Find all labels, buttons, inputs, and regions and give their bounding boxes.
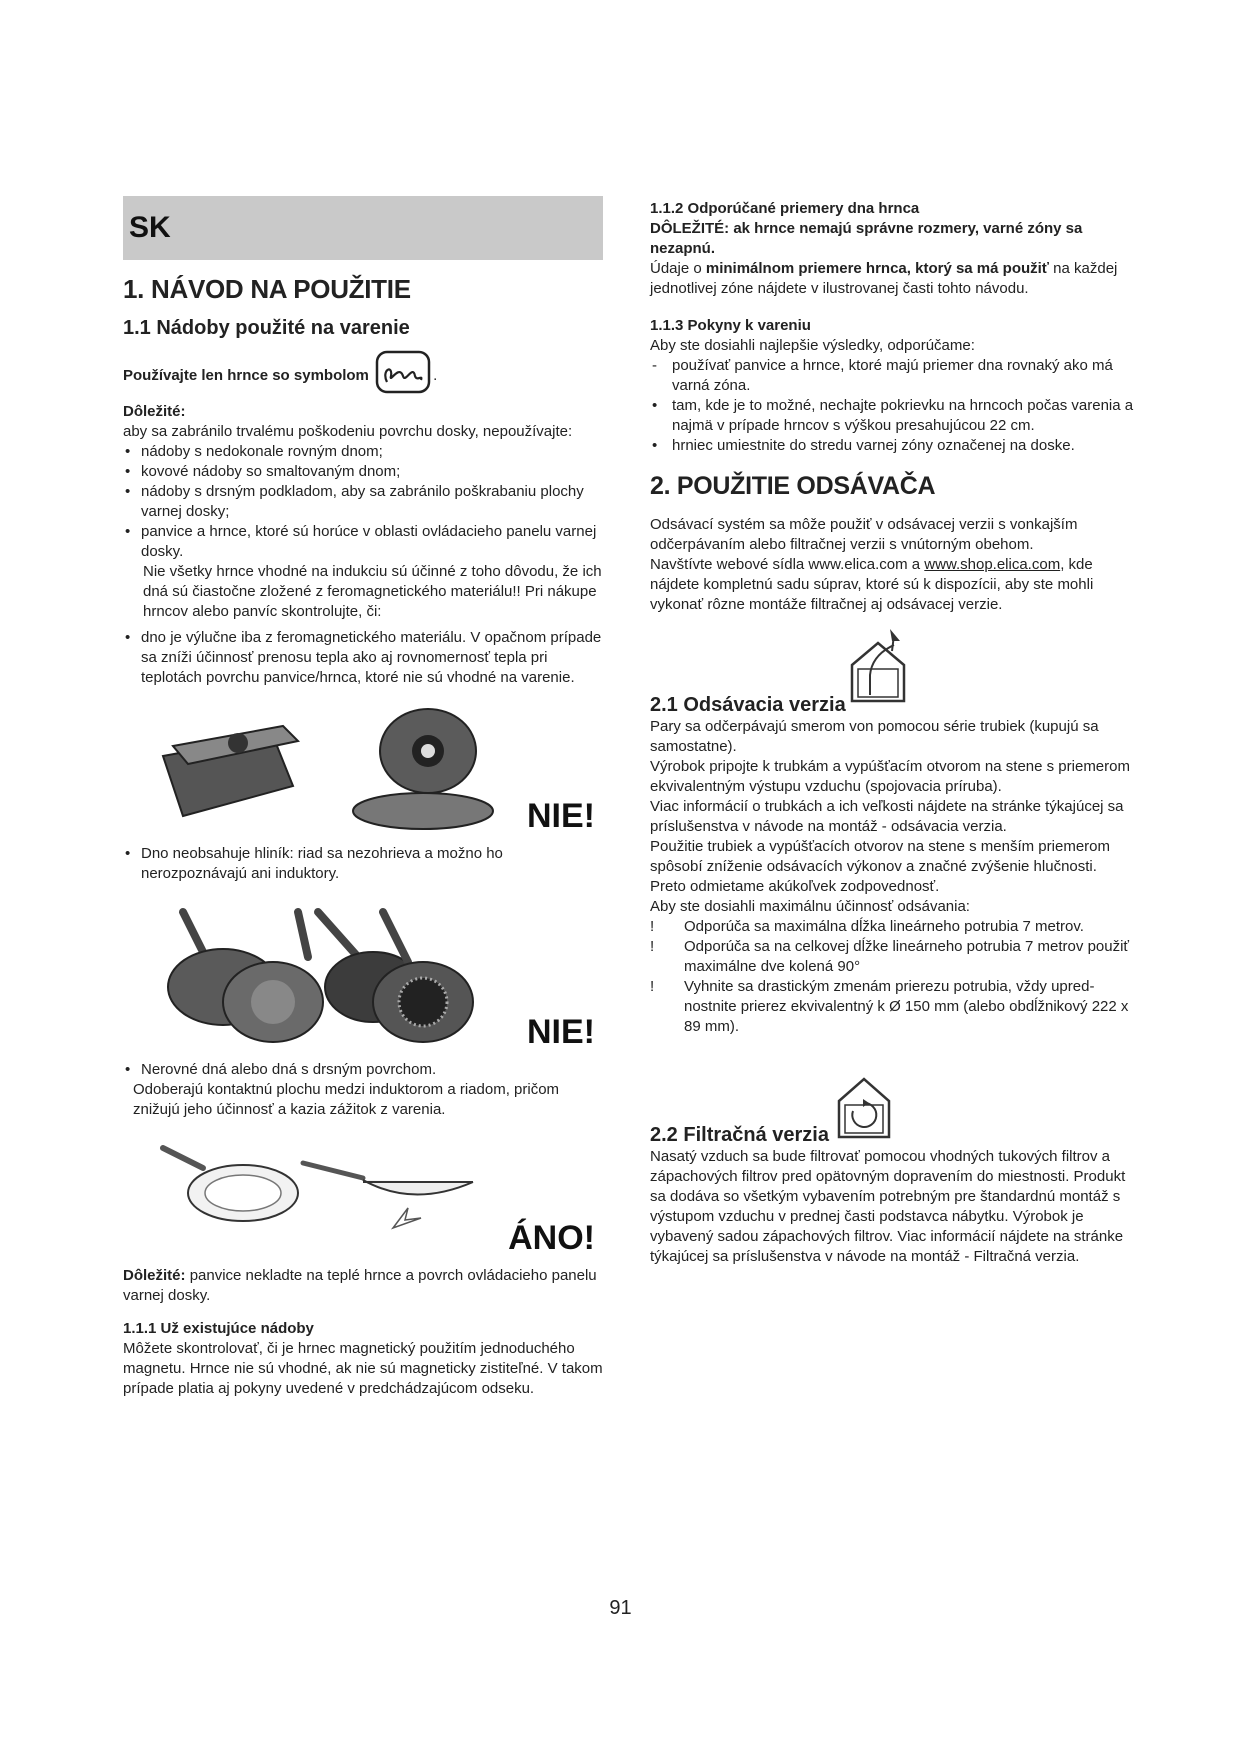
shop-link[interactable]: www.shop.elica.com [924, 556, 1061, 573]
grill-pan-illustration [123, 706, 523, 836]
verdict-no: NIE! [527, 797, 595, 835]
filter-heading-block [650, 1067, 1140, 1147]
hood-text-2: Navštívte webové sídla www.elica.com a www.shop.elica.com, kde nájdete kompletnú sadu súprav, ktoré sú k dispozícii, aby ste mohli vykonať rôzne montáže filtračnej aj odsávacej verzie. [650, 556, 1094, 613]
subsection-title-cookware: 1.1 Nádoby použité na varenie [123, 317, 410, 339]
list-item: • hrniec umiestnite do stredu varnej zóny označenej na doske. [650, 436, 1140, 456]
language-code: SK [129, 211, 171, 244]
use-only-line: Používajte len hrnce so symbolom . [123, 350, 603, 402]
verdict-no: NIE! [527, 1013, 595, 1051]
important-note-2: Dôležité: panvice nekladte na teplé hrnce a povrch ovládacieho panelu varnej dosky. [123, 1267, 597, 1304]
page-number: 91 [609, 1597, 632, 1619]
figure-grill-paella [123, 706, 603, 836]
language-header [123, 196, 603, 260]
list-item: • panvice a hrnce, ktoré sú horúce v oblasti ovládacieho panelu varnej dosky. [123, 522, 603, 562]
induction-note: Nie všetky hrnce vhodné na indukciu sú účinné z toho dôvodu, že ich dná sú čiastočne zložené z feromagnetického materiálu!! Pri nákupe hrncov alebo panvíc skontrolujte, či: [143, 563, 602, 620]
section-title-usage: 1. NÁVOD NA POUŽITIE [123, 274, 411, 304]
ducted-text-4: Použitie trubiek a vypúšťacích otvorov na stene s menším priemerom spôsobí zníženie odsávacích výkonov a značné zvýšenie hlučnosti. [650, 838, 1110, 875]
subsection-title-filter: 2.2 Filtračná verzia [650, 1124, 829, 1146]
avoid-intro: aby sa zabránilo trvalému poškodeniu povrchu dosky, nepoužívajte: [123, 423, 573, 440]
important-label: Dôležité: [123, 403, 186, 420]
filter-text: Nasatý vzduch sa bude filtrovať pomocou vhodných tukových filtrov a zápachových filtrov pred opätovným dopravením do miestnosti. Produkt sa dodáva so všetkým vybavením potrebným pre štandardnú montáž s výstupom vzduchu v prednej časti podstavca nábytku. Výrobok je vybavený sadou zápachových filtrov. Viac informácií nájdete na stránke týkajúcej sa príslušenstva v návode na montáž - Filtračná verzia. [650, 1148, 1126, 1265]
cooking-intro: Aby ste dosiahli najlepšie výsledky, odporúčame: [650, 337, 975, 354]
ducted-house-icon [848, 625, 914, 705]
list-item: ! Odporúča sa maximálna dĺžka lineárneho potrubia 7 metrov. [650, 917, 1140, 937]
induction-coil-icon [373, 350, 433, 402]
list-item: • kovové nádoby so smaltovaným dnom; [123, 462, 603, 482]
subsection-title-diameters: 1.1.2 Odporúčané priemery dna hrnca [650, 200, 920, 217]
list-item: ! Odporúča sa na celkovej dĺžke lineárneho potrubia 7 metrov použiť maximálne dve kolená 90° [650, 937, 1140, 977]
subsection-title-existing: 1.1.1 Už existujúce nádoby [123, 1320, 314, 1337]
ducted-text-6: Aby ste dosiahli maximálnu účinnosť odsávania: [650, 898, 970, 915]
right-column [650, 196, 1140, 1267]
subsection-title-cooking: 1.1.3 Pokyny k vareniu [650, 317, 811, 334]
diameters-important: DÔLEŽITÉ: ak hrnce nemajú správne rozmery, varné zóny sa nezapnú. [650, 220, 1083, 257]
ducted-text-2: Výrobok pripojte k trubkám a vypúšťacím otvorom na stene s priemerom ekvivalentným výstupu vzduchu (spojovacia príruba). [650, 758, 1130, 795]
list-item: • nádoby s nedokonale rovným dnom; [123, 442, 603, 462]
subsection-title-ducted: 2.1 Odsávacia verzia [650, 694, 846, 716]
ducted-text-5: Preto odmietame akúkoľvek zodpovednosť. [650, 878, 940, 895]
figure-pans-no [123, 902, 603, 1052]
uneven-note: Odoberajú kontaktnú plochu medzi induktorom a riadom, pričom znižujú jeho účinnosť a kazia zážitok z varenia. [133, 1081, 560, 1118]
ducted-text-3: Viac informácií o trubkách a ich veľkosti nájdete na stránke týkajúcej sa príslušenstva v návode na montáž - odsávacia verzia. [650, 798, 1124, 835]
recirculation-house-icon [835, 1075, 893, 1141]
list-item: • nádoby s drsným podkladom, aby sa zabránilo poškrabaniu plochy varnej dosky; [123, 482, 603, 522]
ducted-text-1: Pary sa odčerpávajú smerom von pomocou série trubiek (kupujú sa samostatne). [650, 718, 1099, 755]
hood-text-1: Odsávací systém sa môže použiť v odsávacej verzii s vonkajším odčerpávaním alebo filtračnej verzii s vnútorným obehom. [650, 516, 1078, 553]
list-item: ! Vyhnite sa drastickým zmenám prierezu potrubia, vždy uprednostnite prierez ekvivalentný k Ø 150 mm (alebo obdĺžnikový 222 x 89 mm). [650, 977, 1140, 1037]
pans-illustration [123, 902, 523, 1052]
diameters-text: Údaje o minimálnom priemere hrnca, ktorý sa má použiť na každej jednotlivej zóne nájdete v ilustrovanej časti tohto návodu. [650, 260, 1118, 297]
verdict-yes: ÁNO! [508, 1219, 595, 1257]
section-title-hood: 2. POUŽITIE ODSÁVAČA [650, 472, 936, 500]
list-item: - používať panvice a hrnce, ktoré majú priemer dna rovnaký ako má varná zóna. [650, 356, 1140, 396]
existing-text: Môžete skontrolovať, či je hrnec magnetický použitím jednoduchého magnetu. Hrnce nie sú vhodné, ak nie sú magneticky zistiteľné. V takom prípade platia aj pokyny uvedené v predchádzajúcom odseku. [123, 1340, 603, 1397]
figure-pans-yes [123, 1138, 603, 1258]
flat-pans-illustration [123, 1138, 523, 1258]
left-column [123, 196, 603, 1399]
list-item: • tam, kde je to možné, nechajte pokrievku na hrncoch počas varenia a najmä v prípade hrncov s výškou presahujúcou 22 cm. [650, 396, 1140, 436]
list-item: • dno je výlučne iba z feromagnetického materiálu. V opačnom prípade sa zníži účinnosť prenosu tepla ako aj rovnomernosť tepla pri teplotách povrchu panvice/hrnca, ktoré nie sú vhodné na varenie. [123, 628, 603, 688]
avoid-list [123, 442, 603, 562]
list-item: • Dno neobsahuje hliník: riad sa nezohrieva a možno ho nerozpoznávajú ani induktory. [123, 844, 603, 884]
ducted-heading-block [650, 625, 1140, 717]
list-item: • Nerovné dná alebo dná s drsným povrchom. [123, 1060, 603, 1080]
